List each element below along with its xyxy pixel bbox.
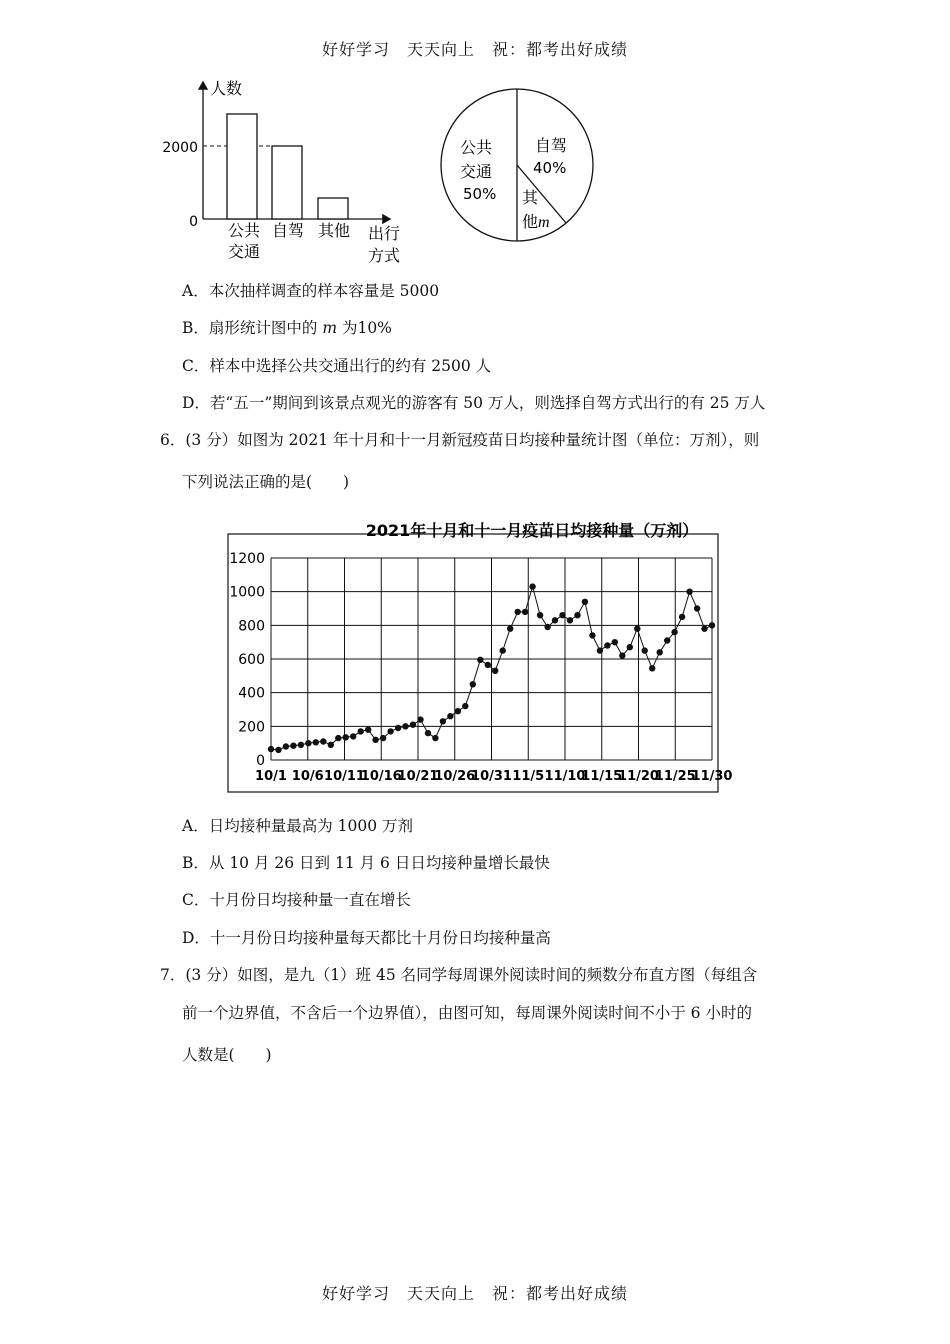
bar-cat-public-1: 公共 bbox=[228, 221, 261, 240]
data-point bbox=[709, 622, 715, 628]
q6-line-chart bbox=[222, 512, 732, 797]
data-point bbox=[425, 730, 431, 736]
data-point bbox=[612, 639, 618, 645]
pie-label-other-var: m bbox=[538, 214, 550, 231]
x-tick-label: 10/6 bbox=[291, 769, 324, 784]
y-tick-label: 800 bbox=[238, 618, 265, 635]
data-point bbox=[694, 605, 700, 611]
x-tick-label: 11/5 bbox=[512, 769, 545, 784]
data-point bbox=[290, 743, 296, 749]
data-point bbox=[455, 708, 461, 714]
data-point bbox=[372, 737, 378, 743]
pie-label-other-1: 其 bbox=[522, 188, 539, 207]
data-point bbox=[686, 589, 692, 595]
y-tick-label: 0 bbox=[256, 753, 265, 769]
pie-label-other-char: 他 bbox=[522, 212, 539, 231]
data-point bbox=[402, 723, 408, 729]
q5-option-b-post: 为10% bbox=[337, 319, 392, 337]
bar-public bbox=[227, 114, 257, 219]
y-tick-label: 1000 bbox=[229, 584, 265, 601]
data-point bbox=[275, 747, 281, 753]
pie-label-public-pct: 50% bbox=[463, 185, 497, 203]
data-point bbox=[567, 617, 573, 623]
bar-other bbox=[318, 198, 348, 219]
q6-option-d: D．十一月份日均接种量每天都比十月份日均接种量高 bbox=[182, 929, 551, 947]
data-point bbox=[671, 629, 677, 635]
data-point bbox=[320, 738, 326, 744]
data-point bbox=[485, 662, 491, 668]
x-tick-label: 10/26 bbox=[434, 769, 476, 784]
data-point bbox=[604, 642, 610, 648]
bar-cat-self: 自驾 bbox=[272, 221, 305, 240]
x-tick-label: 11/20 bbox=[618, 769, 659, 784]
data-point bbox=[477, 657, 483, 663]
data-point bbox=[395, 725, 401, 731]
q6-stem-1: 6．(3 分）如图为 2021 年十月和十一月新冠疫苗日均接种量统计图（单位：万剂），则 bbox=[160, 431, 760, 449]
y-tick-label: 1200 bbox=[229, 551, 265, 567]
bar-x-label-2: 方式 bbox=[368, 246, 401, 265]
data-point bbox=[358, 728, 364, 734]
y-tick-label: 600 bbox=[238, 652, 265, 668]
data-point bbox=[492, 668, 498, 674]
q7-stem-3: 人数是( ) bbox=[182, 1046, 272, 1064]
x-tick-label: 11/15 bbox=[581, 769, 623, 784]
data-point bbox=[305, 740, 311, 746]
data-point bbox=[664, 637, 670, 643]
data-point bbox=[365, 727, 371, 733]
q6-stem-2: 下列说法正确的是( ) bbox=[182, 473, 350, 491]
data-point bbox=[634, 626, 640, 632]
bar-cat-other: 其他 bbox=[318, 221, 351, 240]
data-point bbox=[589, 632, 595, 638]
bar-tick-2000: 2000 bbox=[162, 140, 198, 156]
q5-option-b-pre: B．扇形统计图中的 bbox=[182, 319, 323, 337]
y-tick-label: 200 bbox=[238, 719, 265, 736]
q6-option-a: A．日均接种量最高为 1000 万剂 bbox=[182, 817, 413, 835]
data-point bbox=[462, 703, 468, 709]
pie-label-public-2: 交通 bbox=[460, 162, 493, 181]
q5-pie-chart bbox=[432, 81, 602, 251]
bar-x-label-1: 出行 bbox=[368, 224, 401, 243]
q5-bar-chart bbox=[150, 76, 410, 266]
data-point bbox=[432, 735, 438, 741]
data-point bbox=[313, 739, 319, 745]
q6-option-c: C．十月份日均接种量一直在增长 bbox=[182, 891, 411, 909]
data-point bbox=[701, 626, 707, 632]
q5-option-b-var: m bbox=[322, 319, 338, 337]
x-tick-label: 10/31 bbox=[471, 769, 512, 784]
chart-title: 2021年十月和十一月疫苗日均接种量（万剂） bbox=[365, 521, 699, 540]
data-point bbox=[350, 733, 356, 739]
x-tick-label: 11/10 bbox=[544, 769, 586, 784]
bar-cat-public-2: 交通 bbox=[228, 242, 261, 261]
pie-label-self: 自驾 bbox=[535, 136, 568, 155]
data-point bbox=[627, 644, 633, 650]
data-point bbox=[559, 612, 565, 618]
data-point bbox=[642, 647, 648, 653]
data-point bbox=[500, 647, 506, 653]
q5-option-c: C．样本中选择公共交通出行的约有 2500 人 bbox=[182, 357, 492, 375]
q5-option-d: D．若“五一”期间到该景点观光的游客有 50 万人，则选择自驾方式出行的有 25 万人 bbox=[182, 394, 766, 412]
data-point bbox=[574, 612, 580, 618]
data-point bbox=[657, 649, 663, 655]
data-point bbox=[298, 742, 304, 748]
q5-option-b bbox=[182, 318, 392, 338]
y-tick-label: 400 bbox=[238, 685, 265, 702]
pie-label-other-2 bbox=[522, 212, 550, 231]
bar-self bbox=[272, 146, 302, 219]
pie-label-self-pct: 40% bbox=[533, 159, 567, 177]
data-point bbox=[328, 742, 334, 748]
pie-label-public-1: 公共 bbox=[460, 138, 493, 157]
data-point bbox=[410, 722, 416, 728]
data-point bbox=[387, 728, 393, 734]
bar-y-label: 人数 bbox=[210, 79, 243, 98]
data-point bbox=[679, 614, 685, 620]
q7-stem-1: 7．(3 分）如图，是九（1）班 45 名同学每周课外阅读时间的频数分布直方图（每组含 bbox=[160, 966, 758, 984]
x-tick-label: 11/25 bbox=[654, 769, 696, 784]
q5-option-a: A．本次抽样调查的样本容量是 5000 bbox=[182, 282, 440, 300]
data-point bbox=[507, 626, 513, 632]
data-point bbox=[447, 713, 453, 719]
data-point bbox=[283, 743, 289, 749]
data-point bbox=[515, 609, 521, 615]
x-tick-label: 10/11 bbox=[324, 769, 365, 784]
x-tick-label: 10/16 bbox=[360, 769, 402, 784]
chart-frame bbox=[228, 534, 718, 792]
data-point bbox=[470, 681, 476, 687]
data-point bbox=[552, 617, 558, 623]
page-footer: 好好学习 天天向上 祝：都考出好成绩 bbox=[321, 1284, 628, 1303]
page-header: 好好学习 天天向上 祝：都考出好成绩 bbox=[321, 40, 628, 59]
x-tick-label: 11/30 bbox=[691, 769, 732, 784]
data-point bbox=[440, 718, 446, 724]
data-point bbox=[582, 599, 588, 605]
data-point bbox=[649, 665, 655, 671]
data-point bbox=[544, 624, 550, 630]
x-tick-label: 10/21 bbox=[397, 769, 439, 784]
x-tick-label: 10/1 bbox=[255, 769, 287, 784]
data-point bbox=[343, 734, 349, 740]
data-point bbox=[335, 735, 341, 741]
q6-option-b: B．从 10 月 26 日到 11 月 6 日日均接种量增长最快 bbox=[182, 854, 550, 872]
data-point bbox=[597, 647, 603, 653]
data-point bbox=[529, 583, 535, 589]
q7-stem-2: 前一个边界值，不含后一个边界值），由图可知，每周课外阅读时间不小于 6 小时的 bbox=[182, 1004, 752, 1022]
bar-tick-0: 0 bbox=[189, 214, 198, 230]
data-point bbox=[268, 746, 274, 752]
data-point bbox=[619, 652, 625, 658]
data-point bbox=[380, 735, 386, 741]
data-point bbox=[522, 609, 528, 615]
data-point bbox=[417, 716, 423, 722]
data-point bbox=[537, 612, 543, 618]
